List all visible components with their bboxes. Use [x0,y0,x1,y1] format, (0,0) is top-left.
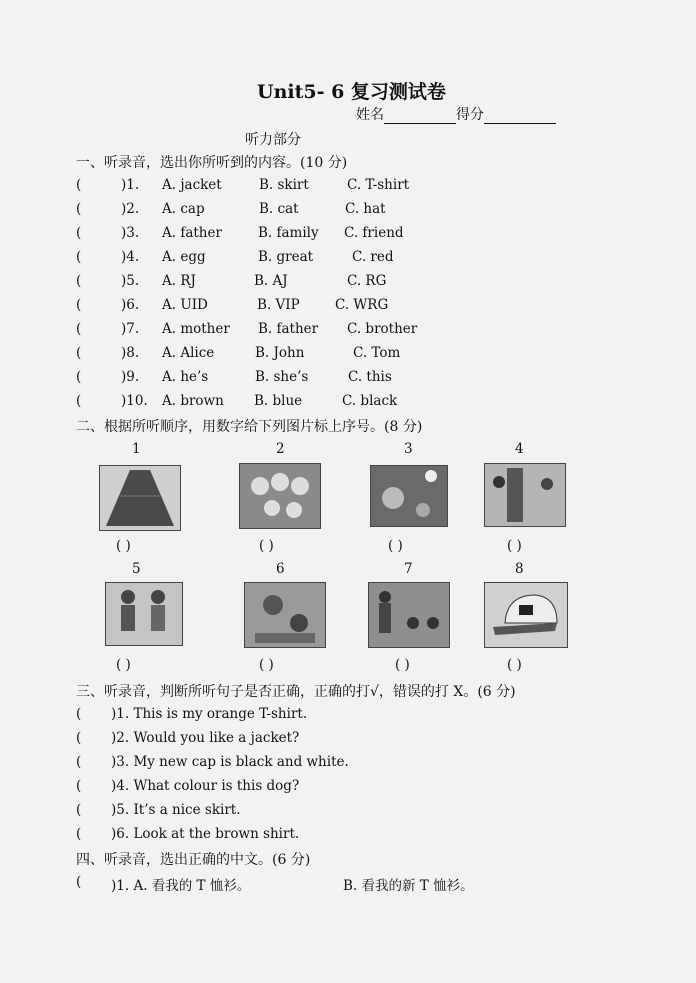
option-c[interactable]: C. red [352,249,394,265]
answer-paren[interactable]: ( [76,778,82,794]
answer-paren[interactable]: ( [76,225,82,241]
question-row [0,177,696,197]
question-row [0,273,696,293]
question-number: )7. [121,321,140,337]
option-a[interactable]: A. he’s [162,369,209,385]
question-row [0,345,696,365]
answer-paren[interactable]: ( [76,874,82,890]
question-row [0,297,696,317]
option-a[interactable]: A. mother [162,321,230,337]
kids-picture [105,582,183,646]
answer-blank[interactable]: ( ) [507,657,522,673]
answer-paren[interactable]: ( [76,273,82,289]
answer-paren[interactable]: ( [76,730,82,746]
name-score-line [356,104,556,124]
choice-row [0,874,696,894]
sentence-text: )4. What colour is this dog? [111,778,300,794]
question-number: )2. [121,201,140,217]
answer-paren[interactable]: ( [76,201,82,217]
option-a[interactable]: A. jacket [162,177,222,193]
name-label: 姓名 [356,107,384,123]
option-a[interactable]: A. RJ [162,273,196,289]
option-b[interactable]: B. blue [254,393,303,409]
judge-row [0,706,696,726]
picture-number: 2 [276,441,285,457]
sentence-text: )6. Look at the brown shirt. [111,826,300,842]
judge-row [0,778,696,798]
section4-heading: 四、听录音，选出正确的中文。(6 分) [76,852,311,868]
option-c[interactable]: C. this [348,369,392,385]
question-row [0,201,696,221]
picture-number: 1 [132,441,141,457]
option-b[interactable]: B. father [258,321,319,337]
name-blank[interactable] [384,109,456,124]
cat-night-picture [370,465,448,527]
question-number: )5. [121,273,140,289]
answer-blank[interactable]: ( ) [259,657,274,673]
option-a[interactable]: A. egg [162,249,206,265]
answer-blank[interactable]: ( ) [395,657,410,673]
answer-blank[interactable]: ( ) [116,657,131,673]
option-c[interactable]: C. Tom [353,345,401,361]
sentence-text: )5. It’s a nice skirt. [111,802,241,818]
answer-blank[interactable]: ( ) [116,538,131,554]
sentence-text: )1. This is my orange T-shirt. [111,706,308,722]
answer-paren[interactable]: ( [76,297,82,313]
answer-paren[interactable]: ( [76,706,82,722]
skirt-picture [99,465,181,531]
option-a[interactable]: A. UID [162,297,208,313]
picture-number: 5 [132,561,141,577]
option-a[interactable]: A. brown [162,393,224,409]
cap-picture [484,582,568,648]
option-b[interactable]: B. great [258,249,314,265]
answer-paren[interactable]: ( [76,802,82,818]
answer-paren[interactable]: ( [76,249,82,265]
option-c[interactable]: C. T-shirt [347,177,410,193]
page-title: Unit5- 6 复习测试卷 [257,81,446,103]
father-child-picture [244,582,326,648]
sentence-text: )2. Would you like a jacket? [111,730,300,746]
question-row [0,321,696,341]
question-number: )9. [121,369,140,385]
answer-blank[interactable]: ( ) [388,538,403,554]
score-blank[interactable] [484,109,556,124]
judge-row [0,730,696,750]
door-picture [484,463,566,527]
option-c[interactable]: C. brother [347,321,418,337]
option-b[interactable]: B. 看我的新 T 恤衫。 [343,878,474,894]
sentence-text: )3. My new cap is black and white. [111,754,349,770]
option-a[interactable]: A. cap [162,201,205,217]
picture-number: 8 [515,561,524,577]
option-b[interactable]: B. John [255,345,305,361]
option-a[interactable]: A. Alice [162,345,215,361]
question-row [0,249,696,269]
option-c[interactable]: C. friend [344,225,404,241]
option-b[interactable]: B. AJ [254,273,288,289]
question-row [0,369,696,389]
family-picture [239,463,321,529]
judge-row [0,826,696,846]
question-row [0,225,696,245]
question-row [0,393,696,413]
judge-row [0,754,696,774]
option-a[interactable]: )1. A. 看我的 T 恤衫。 [111,878,251,894]
picture-number: 7 [404,561,413,577]
option-b[interactable]: B. family [258,225,319,241]
section1-heading: 一、听录音，选出你所听到的内容。(10 分) [76,155,348,171]
question-number: )4. [121,249,140,265]
option-c[interactable]: C. WRG [335,297,389,313]
answer-paren[interactable]: ( [76,826,82,842]
section2-heading: 二、根据所听顺序，用数字给下列图片标上序号。(8 分) [76,419,423,435]
option-b[interactable]: B. VIP [257,297,300,313]
option-a[interactable]: A. father [162,225,222,241]
picture-number: 3 [404,441,413,457]
answer-paren[interactable]: ( [76,345,82,361]
answer-blank[interactable]: ( ) [507,538,522,554]
question-number: )1. [121,177,140,193]
answer-paren[interactable]: ( [76,177,82,193]
question-number: )8. [121,345,140,361]
option-b[interactable]: B. cat [259,201,299,217]
picture-number: 4 [515,441,524,457]
judge-row [0,802,696,822]
answer-paren[interactable]: ( [76,393,82,409]
option-c[interactable]: C. hat [345,201,386,217]
option-c[interactable]: C. RG [347,273,387,289]
answer-paren[interactable]: ( [76,369,82,385]
picture-number: 6 [276,561,285,577]
score-label: 得分 [456,107,484,123]
option-b[interactable]: B. she’s [255,369,309,385]
answer-blank[interactable]: ( ) [259,538,274,554]
section3-heading: 三、听录音，判断所听句子是否正确，正确的打√，错误的打 X。(6 分) [76,684,516,700]
question-number: )6. [121,297,140,313]
street-picture [368,582,450,648]
question-number: )3. [121,225,140,241]
question-number: )10. [121,393,148,409]
option-b[interactable]: B. skirt [259,177,309,193]
listening-label: 听力部分 [245,132,301,148]
answer-paren[interactable]: ( [76,321,82,337]
answer-paren[interactable]: ( [76,754,82,770]
option-c[interactable]: C. black [342,393,398,409]
